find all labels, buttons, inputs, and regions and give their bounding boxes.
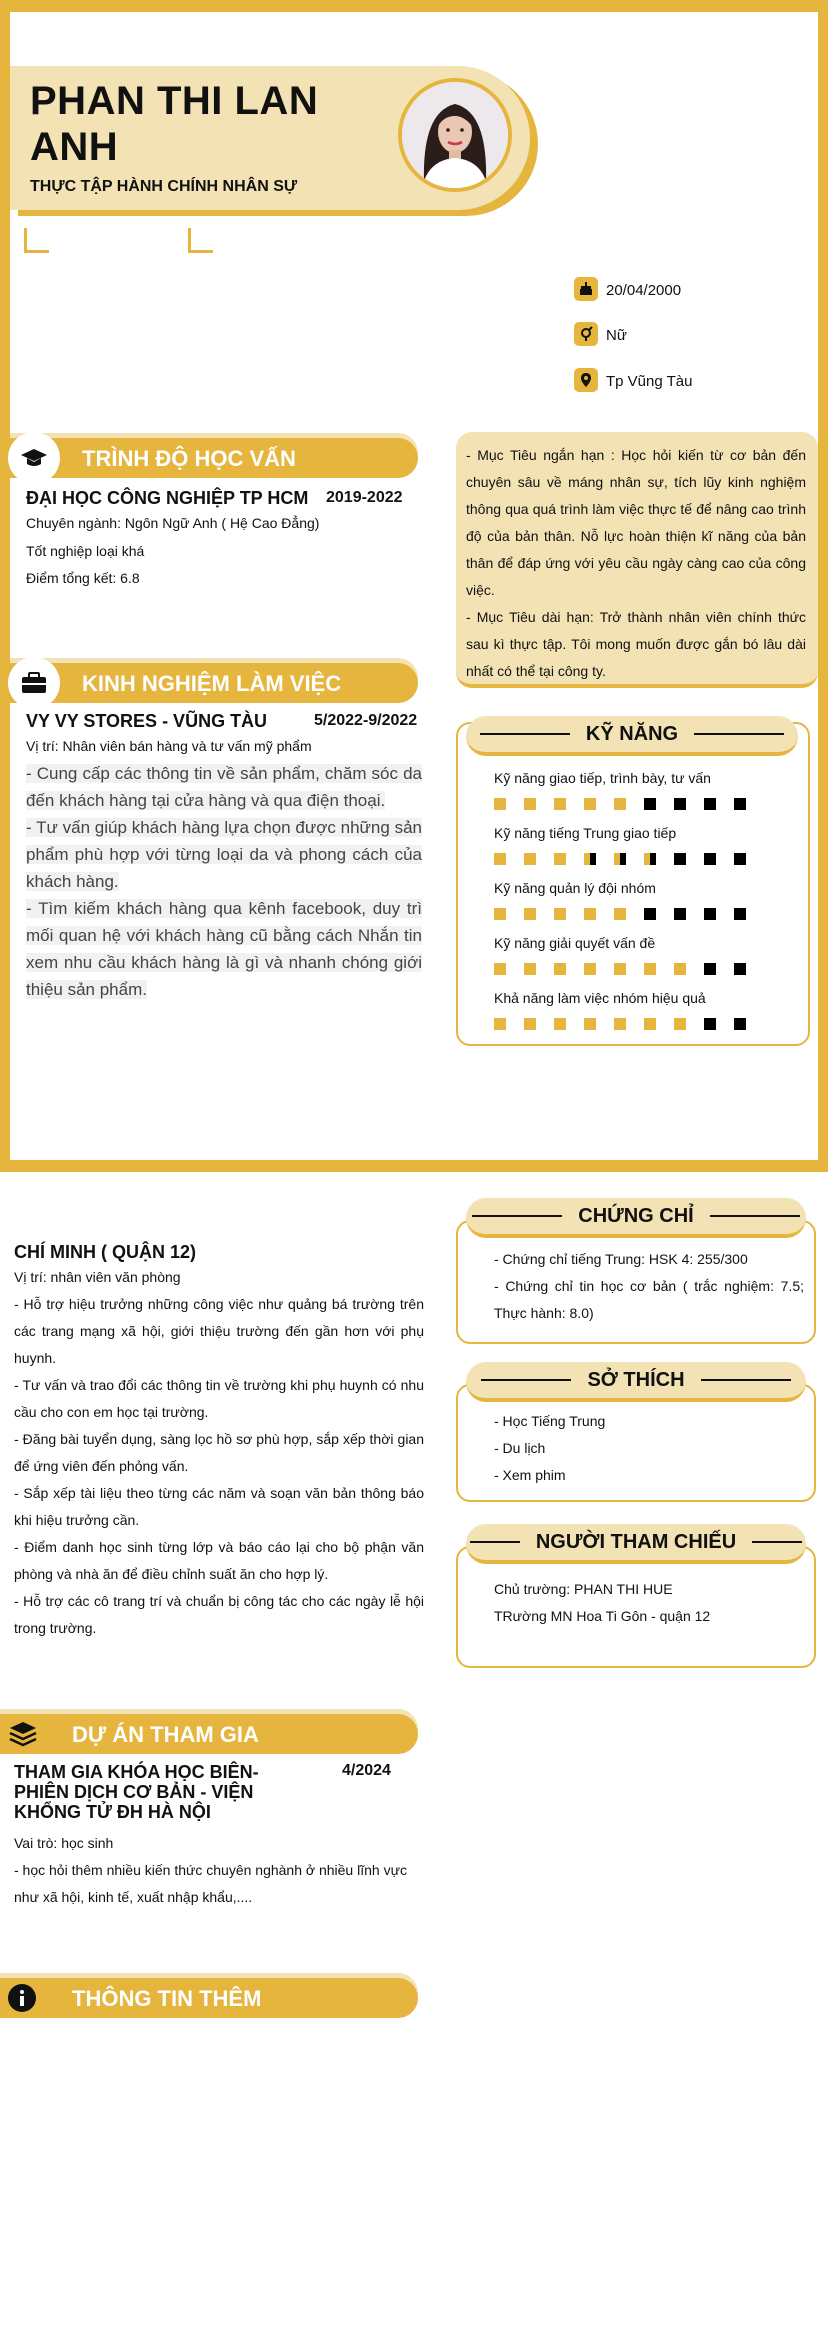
- skill-rating-dot: [674, 908, 686, 920]
- skill-row: [494, 935, 794, 990]
- certificate-item: - Chứng chỉ tiếng Trung: HSK 4: 255/300: [494, 1251, 748, 1267]
- layers-icon: [8, 1720, 38, 1748]
- portrait-photo: [402, 82, 508, 188]
- skill-rating-dot: [614, 853, 626, 865]
- skill-rating: [494, 798, 794, 810]
- project-desc: - học hỏi thêm nhiều kiến thức chuyên nghành ở nhiều lĩnh vực như xã hội, kinh tế, xuất nhập khẩu,....: [14, 1862, 407, 1905]
- skill-rating-dot: [734, 798, 746, 810]
- experience2-duty-item: - Đăng bài tuyển dụng, sàng lọc hồ sơ phù hợp, sắp xếp thời gian để ứng viên đến phỏng vấn.: [14, 1431, 424, 1474]
- location-pin-icon: [574, 368, 598, 392]
- education-major: Chuyên ngành: Ngôn Ngữ Anh ( Hệ Cao Đẳng): [26, 515, 320, 531]
- hobby-item: - Học Tiếng Trung: [494, 1413, 606, 1429]
- skill-rating-dot: [554, 908, 566, 920]
- skill-rating-dot: [614, 963, 626, 975]
- skill-name: Kỹ năng tiếng Trung giao tiếp: [494, 825, 677, 841]
- skill-row: [494, 880, 794, 935]
- skill-rating-dot: [704, 908, 716, 920]
- skill-row: [494, 770, 794, 825]
- skill-rating-dot: [524, 798, 536, 810]
- education-icon-circle: [8, 432, 60, 484]
- skill-rating-dot: [734, 963, 746, 975]
- corner-decoration: [188, 228, 213, 253]
- skill-name: Kỹ năng giao tiếp, trình bày, tư vấn: [494, 770, 711, 786]
- skill-name: Kỹ năng giải quyết vấn đề: [494, 935, 656, 951]
- info-icon: [8, 1984, 36, 2012]
- experience2-duties: [14, 1291, 424, 1642]
- experience-period: 5/2022-9/2022: [314, 712, 418, 729]
- experience2-title: CHÍ MINH ( QUẬN 12): [14, 1242, 197, 1262]
- skill-rating-dot: [644, 798, 656, 810]
- project-role: Vai trò: học sinh: [14, 1835, 114, 1851]
- objective-long-term: - Mục Tiêu dài hạn: Trở thành nhân viên chính thức sau kì thực tập. Tôi mong muốn được gắn bó lâu dài nhất có thể tại công ty.: [466, 609, 806, 679]
- experience-position: Vị trí: Nhân viên bán hàng và tư vấn mỹ phẩm: [26, 738, 312, 754]
- skill-rating-dot: [644, 1018, 656, 1030]
- references-title: NGƯỜI THAM CHIẾU: [535, 1530, 737, 1553]
- skill-rating-dot: [524, 1018, 536, 1030]
- job-title: THỰC TẬP HÀNH CHÍNH NHÂN SỰ: [30, 178, 298, 195]
- skill-rating-dot: [554, 1018, 566, 1030]
- birthday-value: 20/04/2000: [606, 282, 682, 299]
- certificate-item: - Chứng chỉ tin học cơ bản ( trắc nghiệm: 7.5; Thực hành: 8.0): [494, 1278, 804, 1321]
- skill-rating-dot: [554, 798, 566, 810]
- hobby-item: - Xem phim: [494, 1467, 566, 1483]
- candidate-name: PHAN THI LAN ANH: [30, 79, 319, 169]
- skill-rating-dot: [584, 1018, 596, 1030]
- project-date: 4/2024: [342, 1762, 391, 1779]
- skill-rating-dot: [614, 1018, 626, 1030]
- skill-rating-dot: [704, 1018, 716, 1030]
- experience-duty-item: - Cung cấp các thông tin về sản phẩm, chăm sóc da đến khách hàng tại cửa hàng và qua điện thoại.: [26, 764, 422, 810]
- skills-header: [466, 716, 798, 756]
- skill-rating-dot: [674, 963, 686, 975]
- experience2-duty-item: - Hỗ trợ các cô trang trí và chuẩn bị công tác cho các ngày lễ hội trong trường.: [14, 1593, 424, 1636]
- skill-rating-dot: [494, 1018, 506, 1030]
- skill-rating-dot: [644, 853, 656, 865]
- experience2-duty-item: - Tư vấn và trao đổi các thông tin về trường khi phụ huynh có nhu cầu cho con em học tại trường.: [14, 1377, 424, 1420]
- projects-title: DỰ ÁN THAM GIA: [72, 1722, 259, 1747]
- experience2-duty-item: - Điểm danh học sinh từng lớp và báo cáo lại cho bộ phận văn phòng và nhà ăn để điều chỉnh suất ăn cho hợp lý.: [14, 1539, 424, 1582]
- skill-row: [494, 825, 794, 880]
- skill-rating-dot: [584, 853, 596, 865]
- corner-decoration: [24, 228, 49, 253]
- education-years: 2019-2022: [326, 489, 403, 506]
- skill-rating: [494, 963, 794, 975]
- skill-rating: [494, 1018, 794, 1030]
- skill-rating-dot: [644, 963, 656, 975]
- skill-rating-dot: [734, 908, 746, 920]
- references-panel: [456, 1546, 816, 1668]
- skill-rating-dot: [704, 853, 716, 865]
- certificates-header: [466, 1198, 806, 1238]
- skill-rating-dot: [644, 908, 656, 920]
- skill-rating-dot: [704, 963, 716, 975]
- skill-rating-dot: [584, 963, 596, 975]
- skill-name: Khả năng làm việc nhóm hiệu quả: [494, 990, 706, 1006]
- experience2-position: Vị trí: nhân viên văn phòng: [14, 1269, 181, 1285]
- reference-line: TRường MN Hoa Ti Gôn - quận 12: [494, 1608, 711, 1624]
- experience2-duty-item: - Hỗ trợ hiệu trưởng những công việc như quảng bá trường trên các trang mạng xã hội, giới thiệu trường đến gần hơn với phụ huynh.: [14, 1296, 424, 1366]
- skill-rating-dot: [524, 853, 536, 865]
- education-rank: Tốt nghiệp loại khá: [26, 543, 145, 559]
- location-value: Tp Vũng Tàu: [606, 373, 693, 390]
- skill-rating-dot: [674, 1018, 686, 1030]
- experience-title: KINH NGHIỆM LÀM VIỆC: [82, 671, 342, 696]
- education-title: TRÌNH ĐỘ HỌC VẤN: [82, 446, 296, 471]
- hobbies-header: [466, 1362, 806, 1402]
- skill-rating-dot: [614, 798, 626, 810]
- skill-rating-dot: [554, 963, 566, 975]
- graduation-cap-icon: [20, 447, 48, 469]
- experience-duties: [26, 760, 422, 1003]
- gender-icon: [574, 322, 598, 346]
- references-header: [466, 1524, 806, 1564]
- hobbies-title: SỞ THÍCH: [587, 1368, 685, 1391]
- skill-rating-dot: [614, 908, 626, 920]
- skill-rating-dot: [734, 853, 746, 865]
- experience-duty-item: - Tư vấn giúp khách hàng lựa chọn được những sản phẩm phù hợp với từng loại da và phong cách của khách hàng.: [26, 818, 422, 891]
- certificates-title: CHỨNG CHỈ: [578, 1204, 694, 1227]
- education-gpa: Điểm tổng kết: 6.8: [26, 570, 140, 586]
- skill-rating-dot: [704, 798, 716, 810]
- company-name: VY VY STORES - VŨNG TÀU: [26, 711, 268, 731]
- skill-name: Kỹ năng quản lý đội nhóm: [494, 880, 656, 896]
- skill-rating-dot: [584, 908, 596, 920]
- skills-list: [494, 770, 794, 1045]
- project-title: THAM GIA KHÓA HỌC BIÊN- PHIÊN DỊCH CƠ BẢN - VIỆN KHỔNG TỬ ĐH HÀ NỘI: [14, 1762, 259, 1822]
- skill-rating-dot: [494, 908, 506, 920]
- briefcase-icon: [20, 671, 48, 695]
- skill-rating-dot: [584, 798, 596, 810]
- skill-rating-dot: [674, 853, 686, 865]
- skill-rating-dot: [554, 853, 566, 865]
- skill-rating-dot: [494, 853, 506, 865]
- skill-rating-dot: [494, 798, 506, 810]
- skill-rating-dot: [494, 963, 506, 975]
- hobby-item: - Du lịch: [494, 1440, 546, 1456]
- experience-duty-item: - Tìm kiếm khách hàng qua kênh facebook, duy trì mối quan hệ với khách hàng cũ bằng cách Nhắn tin xem nhu cầu khách hàng là gì và nhanh chóng giới thiệu sản phẩm.: [26, 899, 422, 999]
- skill-rating-dot: [734, 1018, 746, 1030]
- skill-rating-dot: [524, 908, 536, 920]
- skill-rating: [494, 908, 794, 920]
- experience-icon-circle: [8, 657, 60, 709]
- skill-row: [494, 990, 794, 1045]
- avatar: [398, 78, 512, 192]
- skill-rating-dot: [674, 798, 686, 810]
- skill-rating: [494, 853, 794, 865]
- experience2-duty-item: - Sắp xếp tài liệu theo từng các năm và soạn văn bản thông báo khi hiệu trưởng cần.: [14, 1485, 424, 1528]
- skill-rating-dot: [524, 963, 536, 975]
- skills-title: KỸ NĂNG: [585, 722, 679, 745]
- objective-panel: [456, 432, 818, 688]
- extra-title: THÔNG TIN THÊM: [72, 1986, 262, 2011]
- reference-line: Chủ trường: PHAN THI HUE: [494, 1581, 673, 1597]
- objective-short-term: - Mục Tiêu ngắn hạn : Học hỏi kiến từ cơ bản đến chuyên sâu về máng nhân sự, tích lũy kinh nghiệm thông qua quá trình làm việc thực tế để nâng cao trình độ của bản thân. Nỗ lực hoàn thiện kĩ năng của bản thân để đáp ứng với yêu cầu ngày càng cao của công việc.: [466, 447, 806, 598]
- school-name: ĐẠI HỌC CÔNG NGHIỆP TP HCM: [26, 488, 309, 508]
- birthday-cake-icon: [574, 277, 598, 301]
- certificates-panel: [456, 1220, 816, 1344]
- gender-value: Nữ: [606, 327, 627, 344]
